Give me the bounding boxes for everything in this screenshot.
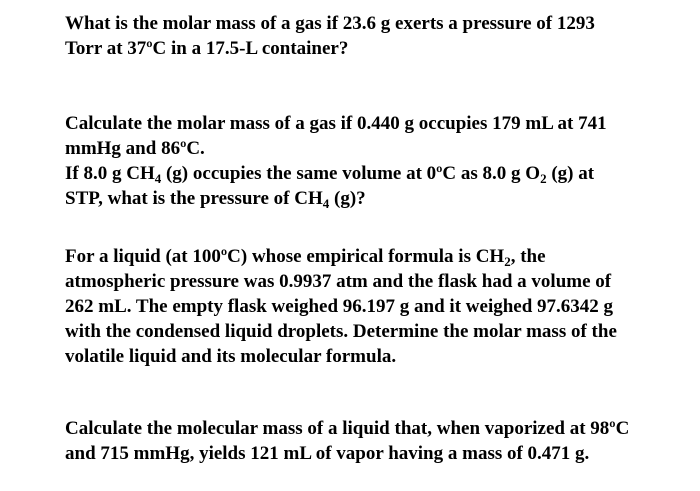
question-5-line-2: and 715 mmHg, yields 121 mL of vapor having a mass of 0.471 g. — [65, 443, 590, 464]
question-3 — [65, 161, 675, 211]
subscript: 2 — [540, 171, 547, 186]
question-4 — [65, 244, 675, 369]
question-4-line-5: volatile liquid and its molecular formula. — [65, 346, 397, 367]
question-3-text: (g) at — [546, 163, 595, 184]
question-3-text: (g) occupies the same volume at 0ºC as 8.0 g O — [161, 163, 541, 184]
question-4-text: , the — [510, 246, 546, 267]
question-1-line-1: What is the molar mass of a gas if 23.6 g exerts a pressure of 1293 — [65, 13, 595, 34]
question-1-line-2: Torr at 37ºC in a 17.5-L container? — [65, 38, 349, 59]
question-5-line-1: Calculate the molecular mass of a liquid that, when vaporized at 98ºC — [65, 418, 630, 439]
question-2-line-1: Calculate the molar mass of a gas if 0.440 g occupies 179 mL at 741 — [65, 113, 607, 134]
question-4-line-4: with the condensed liquid droplets. Determine the molar mass of the — [65, 321, 617, 342]
subscript: 2 — [504, 254, 511, 269]
question-1 — [65, 11, 675, 61]
question-3-text: If 8.0 g CH — [65, 163, 155, 184]
subscript: 4 — [322, 196, 330, 211]
question-4-text: For a liquid (at 100ºC) whose empirical formula is CH — [65, 246, 505, 267]
question-5 — [65, 416, 675, 466]
subscript: 4 — [154, 171, 162, 186]
question-2 — [65, 111, 675, 161]
question-4-line-1 — [65, 244, 675, 269]
question-3-line-1 — [65, 161, 675, 186]
question-4-line-3: 262 mL. The empty flask weighed 96.197 g and it weighed 97.6342 g — [65, 296, 614, 317]
question-4-line-2: atmospheric pressure was 0.9937 atm and the flask had a volume of — [65, 271, 612, 292]
question-3-text: STP, what is the pressure of CH — [65, 188, 323, 209]
question-3-text: (g)? — [329, 188, 366, 209]
question-2-line-2: mmHg and 86ºC. — [65, 138, 205, 159]
question-3-line-2 — [65, 186, 675, 211]
